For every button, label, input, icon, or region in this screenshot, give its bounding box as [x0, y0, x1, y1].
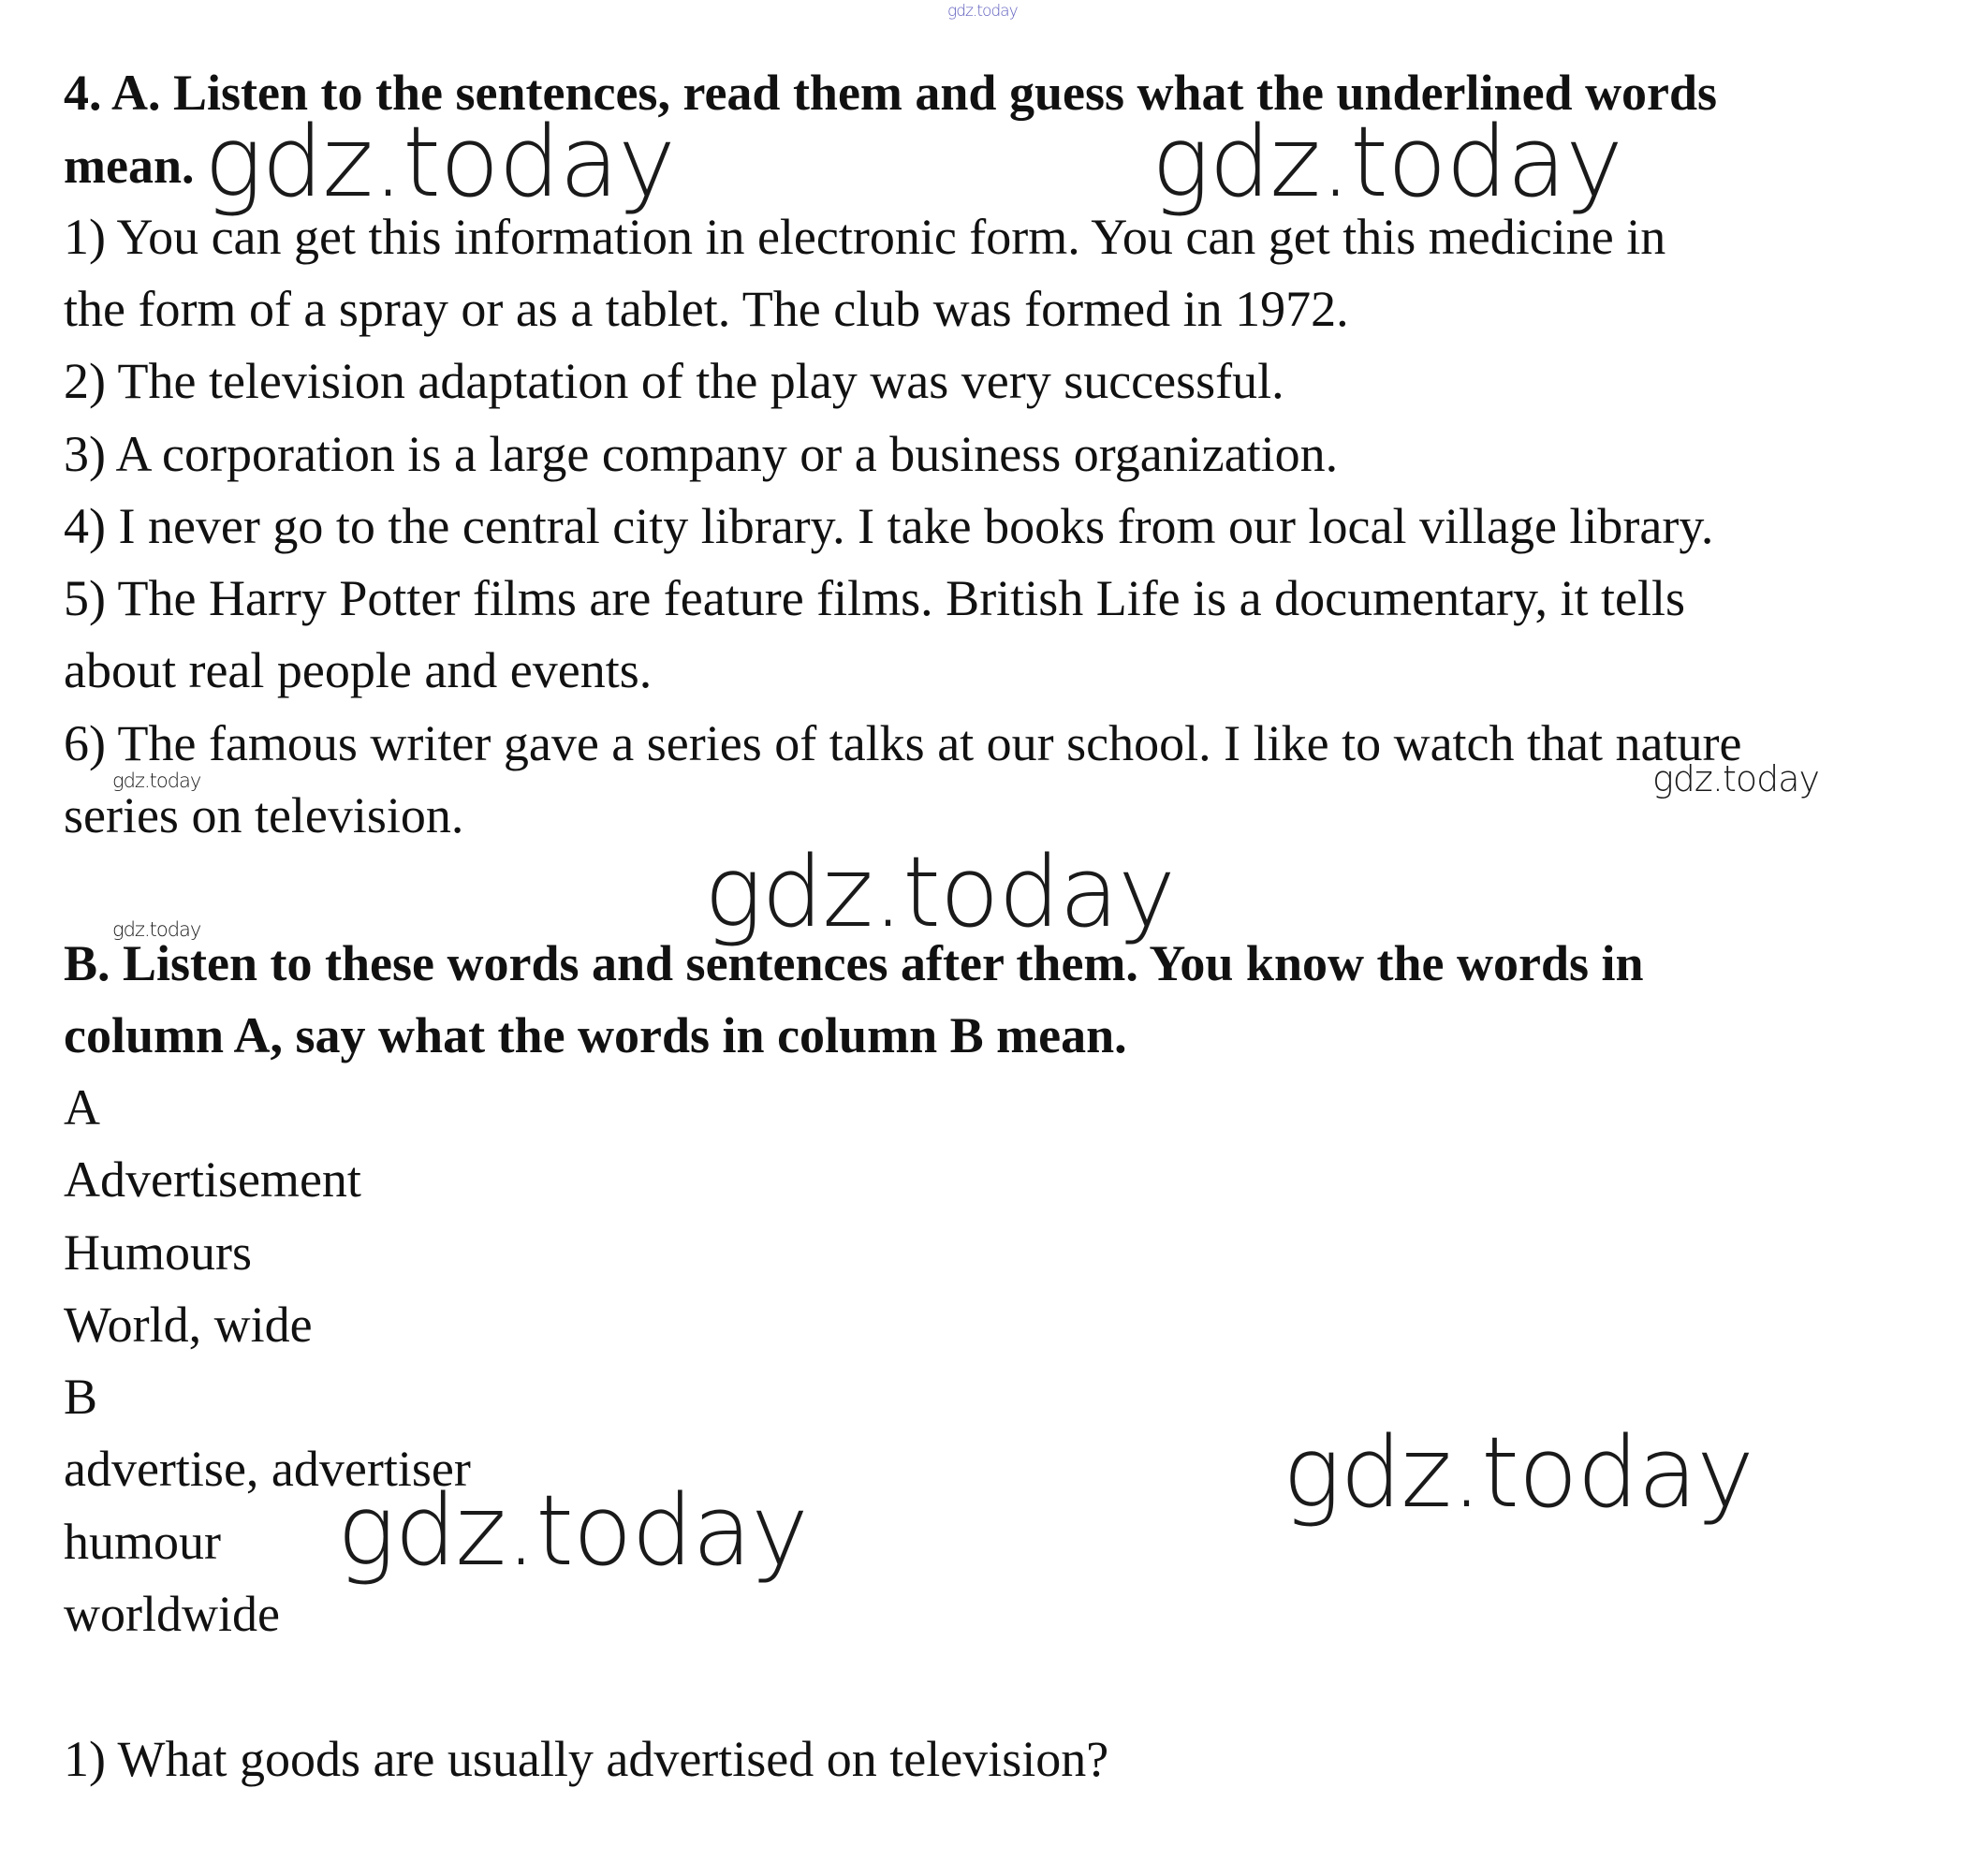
column-a-label: A — [64, 1079, 100, 1136]
exercise-a-line-8: 6) The famous writer gave a series of talks at our school. I like to watch that nature — [64, 715, 1742, 771]
exercise-a-line-5: 4) I never go to the central city library. I take books from our local village library. — [64, 498, 1714, 554]
watermark-large-2: gdz.today — [1152, 105, 1622, 219]
exercise-a-title-line-2: mean. — [64, 138, 195, 194]
exercise-a-line-3: 2) The television adaptation of the play was very successful. — [64, 353, 1284, 409]
exercise-b-question-1: 1) What goods are usually advertised on television? — [64, 1731, 1109, 1787]
exercise-a-title-line-1: 4. A. Listen to the sentences, read them and guess what the underlined words — [64, 65, 1718, 121]
exercise-a-line-7: about real people and events. — [64, 642, 653, 698]
column-b-label: B — [64, 1369, 98, 1425]
watermark-medium-1: gdz.today — [1652, 758, 1819, 799]
watermark-large-5: gdz.today — [337, 1473, 808, 1588]
watermark-large-1: gdz.today — [204, 105, 675, 219]
watermark-small-2: gdz.today — [112, 918, 201, 941]
column-a-word-3: World, wide — [64, 1297, 313, 1353]
exercise-a-line-1: 1) You can get this information in electronic form. You can get this medicine in — [64, 209, 1666, 265]
watermark-top: gdz.today — [947, 2, 1018, 21]
column-a-word-1: Advertisement — [64, 1151, 361, 1208]
column-b-word-1: advertise, advertiser — [64, 1441, 471, 1497]
watermark-large-4: gdz.today — [1283, 1415, 1753, 1530]
watermark-large-3: gdz.today — [704, 835, 1175, 949]
column-b-word-2: humour — [64, 1514, 221, 1570]
exercise-b-title-line-2: column A, say what the words in column B mean. — [64, 1007, 1127, 1063]
exercise-b-title-line-1: B. Listen to these words and sentences after them. You know the words in — [64, 935, 1644, 991]
exercise-a-line-2: the form of a spray or as a tablet. The club was formed in 1972. — [64, 281, 1349, 337]
watermark-small-1: gdz.today — [112, 769, 201, 792]
column-b-word-3: worldwide — [64, 1586, 280, 1642]
column-a-word-2: Humours — [64, 1224, 252, 1281]
exercise-a-line-4: 3) A corporation is a large company or a business organization. — [64, 426, 1339, 482]
exercise-a-line-9: series on television. — [64, 787, 464, 843]
exercise-a-line-6: 5) The Harry Potter films are feature films. British Life is a documentary, it tells — [64, 570, 1686, 626]
